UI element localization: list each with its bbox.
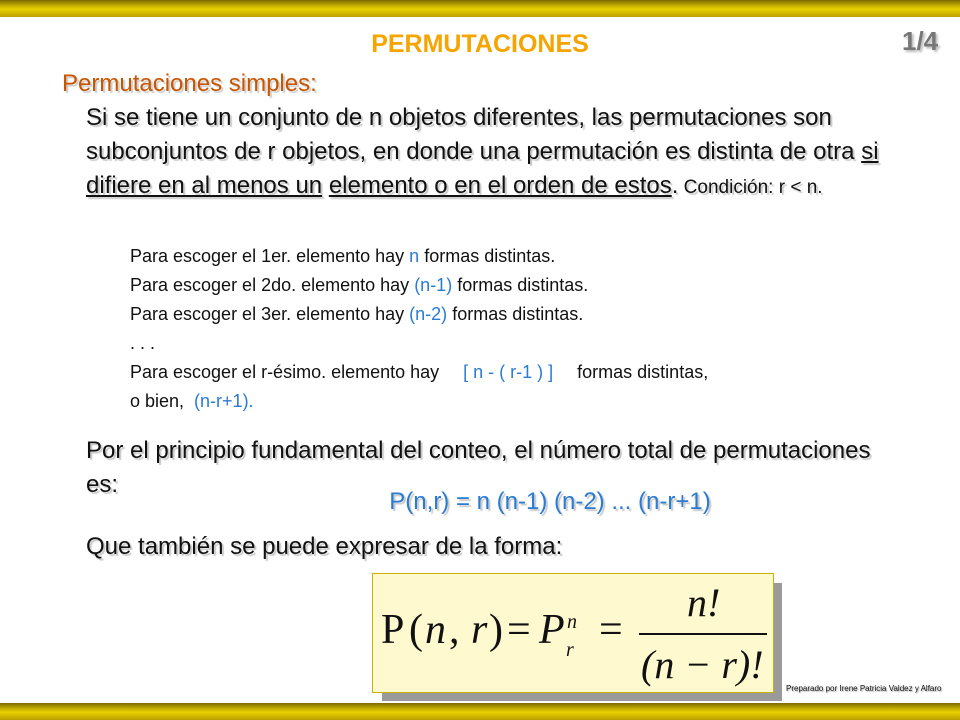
list-item	[130, 387, 890, 416]
author-credit: Preparado por Irene Patricia Valdez y Alfaro	[786, 684, 942, 693]
list-item	[130, 300, 890, 329]
formula-superscript: n	[567, 611, 577, 633]
slide-title: PERMUTACIONES	[371, 30, 589, 58]
formula-comma: ,	[449, 607, 460, 653]
step-suffix: formas distintas,	[577, 362, 709, 382]
step-ellipsis: . . .	[130, 333, 156, 353]
formula-rparen: )	[489, 607, 503, 653]
step-text: o bien,	[130, 391, 185, 411]
condition-text: Condición: r < n.	[678, 177, 823, 198]
step-suffix: formas distintas.	[419, 246, 556, 266]
product-formula: P(n,r) = n (n-1) (n-2) ... (n-r+1)	[389, 488, 711, 515]
step-value: (n-2)	[409, 304, 448, 324]
steps-list	[130, 242, 890, 416]
step-suffix: formas distintas.	[452, 275, 589, 295]
formula-denominator: (n − r)!	[641, 642, 764, 687]
intro-space	[322, 172, 329, 199]
list-item	[130, 242, 890, 271]
step-value: (n-r+1).	[194, 391, 254, 411]
formula-equals-1: =	[507, 607, 531, 653]
step-value: (n-1)	[414, 275, 453, 295]
formula-equals-2: =	[599, 607, 623, 653]
formula-box	[372, 573, 774, 693]
formula-n: n	[425, 607, 446, 653]
formula-numerator: n!	[687, 580, 721, 625]
top-decorative-bar	[0, 0, 960, 17]
intro-text: Si se tiene un conjunto de n objetos diferentes, las permutaciones son subconjuntos de r objetos, en donde una permutación es distinta de otra	[86, 104, 862, 165]
step-text: Para escoger el r-ésimo. elemento hay	[130, 362, 440, 382]
formula-p-permutation: P	[539, 607, 565, 653]
step-text: Para escoger el 3er. elemento hay	[130, 304, 410, 324]
page-number: 1/4	[902, 26, 939, 56]
also-paragraph: Que también se puede expresar de la forma:	[86, 533, 563, 560]
intro-underline-2: elemento o en el orden de estos	[328, 172, 672, 199]
step-value: n	[409, 246, 420, 266]
intro-period: .	[671, 172, 679, 199]
intro-paragraph	[86, 101, 886, 205]
step-text: Para escoger el 2do. elemento hay	[130, 275, 415, 295]
principle-paragraph: Por el principio fundamental del conteo, el número total de permutaciones es:	[86, 437, 871, 498]
step-suffix: formas distintas.	[447, 304, 584, 324]
formula-r: r	[471, 607, 488, 653]
section-subtitle: Permutaciones simples:	[62, 70, 317, 97]
formula-subscript: r	[566, 639, 574, 661]
step-value: [ n - ( r-1 ) ]	[463, 362, 554, 382]
list-item	[130, 358, 890, 387]
bottom-decorative-bar	[0, 703, 960, 720]
list-item	[130, 271, 890, 300]
list-item	[130, 329, 890, 358]
formula-graphic	[373, 574, 773, 692]
formula-lparen: (	[409, 607, 423, 653]
step-text: Para escoger el 1er. elemento hay	[130, 246, 410, 266]
formula-p: P	[381, 607, 405, 653]
intro-underline-1: si difiere en al menos un	[86, 138, 879, 199]
